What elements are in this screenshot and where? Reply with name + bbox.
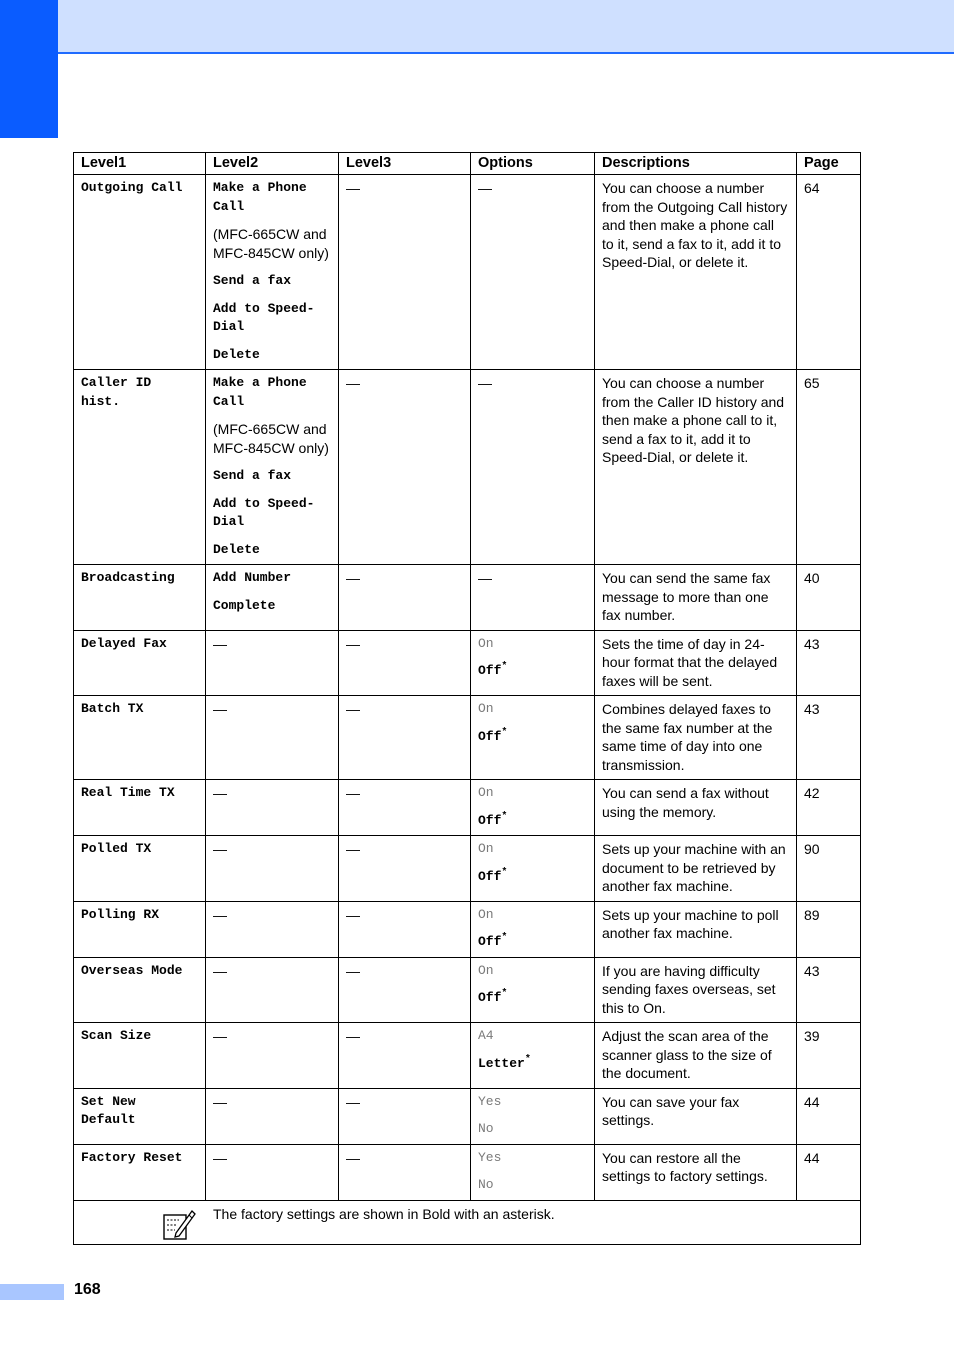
level3-cell: — — [339, 1023, 471, 1089]
options-entry — [478, 662, 587, 681]
level2-cell — [206, 1023, 339, 1089]
level2-entry — [213, 906, 331, 925]
level2-entry-text: — — [213, 701, 227, 717]
level2-entry — [213, 420, 331, 458]
level3-cell: — — [339, 696, 471, 780]
level2-entry-text: Send a fax — [213, 468, 292, 483]
page-cell: 64 — [797, 175, 861, 370]
level2-entry — [213, 840, 331, 859]
description-cell: You can send a fax without using the memory. — [595, 780, 797, 836]
options-entry — [478, 840, 587, 859]
page-cell: 44 — [797, 1144, 861, 1200]
page-cell: 90 — [797, 836, 861, 902]
table-header-row — [74, 153, 861, 175]
table-row — [74, 175, 861, 370]
options-entry-text: — — [478, 375, 492, 391]
level2-entry-text: — — [213, 841, 227, 857]
level2-entry — [213, 700, 331, 719]
settings-table — [73, 152, 861, 1245]
level2-cell — [206, 175, 339, 370]
level2-cell — [206, 1088, 339, 1144]
level3-cell: — — [339, 1088, 471, 1144]
level3-cell: — — [339, 175, 471, 370]
options-entry-text: No — [478, 1121, 494, 1136]
options-entry-text: Off — [478, 934, 502, 949]
default-asterisk: * — [501, 811, 508, 823]
options-cell — [471, 630, 595, 696]
options-entry — [478, 1176, 587, 1195]
chapter-tab — [0, 0, 58, 138]
level2-entry-text: — — [213, 1028, 227, 1044]
options-cell — [471, 901, 595, 957]
level3-cell: — — [339, 370, 471, 565]
options-entry — [478, 1149, 587, 1168]
description-cell: Adjust the scan area of the scanner glass to the size of the document. — [595, 1023, 797, 1089]
options-entry — [478, 728, 587, 747]
level2-cell — [206, 630, 339, 696]
options-entry — [478, 374, 587, 393]
table-row — [74, 780, 861, 836]
default-asterisk: * — [501, 727, 508, 739]
level2-entry-text: Delete — [213, 346, 260, 362]
description-cell: Sets up your machine with an document to be retrieved by another fax machine. — [595, 836, 797, 902]
options-entry — [478, 569, 587, 588]
table-row — [74, 901, 861, 957]
column-header-level3: Level3 — [339, 153, 471, 175]
description-cell: Sets the time of day in 24-hour format that the delayed faxes will be sent. — [595, 630, 797, 696]
options-entry — [478, 989, 587, 1008]
options-entry — [478, 906, 587, 925]
options-entry-text: On — [478, 841, 494, 856]
page-tab — [0, 1284, 64, 1300]
table-row — [74, 565, 861, 631]
options-entry-text: — — [478, 180, 492, 196]
description-cell: You can choose a number from the Caller ID history and then make a phone call to it, send a fax to it, add it to Speed-Dial, or delete it. — [595, 370, 797, 565]
level2-entry-text: Make a Phone Call — [213, 180, 307, 214]
table-row — [74, 957, 861, 1023]
options-cell — [471, 175, 595, 370]
options-entry — [478, 1120, 587, 1139]
options-entry-text: Off — [478, 663, 502, 678]
level2-entry-text: Send a fax — [213, 273, 292, 288]
options-entry-text: No — [478, 1177, 494, 1192]
options-cell — [471, 370, 595, 565]
note-pencil-icon — [162, 1207, 196, 1241]
level2-entry-text: Add to Speed-Dial — [213, 300, 315, 334]
level2-entry — [213, 272, 331, 291]
options-entry — [478, 179, 587, 198]
column-header-page: Page — [797, 153, 861, 175]
options-entry-text: Yes — [478, 1149, 502, 1165]
level2-entry-text: Add Number — [213, 570, 292, 585]
options-entry — [478, 868, 587, 887]
level1-cell: Polled TX — [74, 836, 206, 902]
description-cell: You can choose a number from the Outgoing Call history and then make a phone call to it, send a fax to it, add it to Speed-Dial, or delete it. — [595, 175, 797, 370]
table-row — [74, 1088, 861, 1144]
level2-cell — [206, 957, 339, 1023]
level2-entry-text: — — [213, 635, 227, 652]
level2-entry-text: — — [213, 785, 227, 801]
level2-entry-text: — — [213, 962, 227, 979]
options-entry-text: On — [478, 701, 494, 716]
level1-cell: Broadcasting — [74, 565, 206, 631]
description-cell: Combines delayed faxes to the same fax number at the same time of day into one transmission. — [595, 696, 797, 780]
level2-cell — [206, 696, 339, 780]
level3-cell: — — [339, 565, 471, 631]
page-cell: 44 — [797, 1088, 861, 1144]
level3-cell: — — [339, 836, 471, 902]
page-cell: 43 — [797, 957, 861, 1023]
table-body — [74, 175, 861, 1201]
column-header-level2: Level2 — [206, 153, 339, 175]
column-header-options: Options — [471, 153, 595, 175]
page-cell: 65 — [797, 370, 861, 565]
options-entry-text: Off — [478, 728, 502, 744]
options-entry — [478, 1093, 587, 1112]
level3-cell: — — [339, 901, 471, 957]
options-entry-text: On — [478, 635, 494, 651]
table-row — [74, 696, 861, 780]
level2-entry — [213, 962, 331, 981]
table-row — [74, 1023, 861, 1089]
options-entry — [478, 812, 587, 831]
default-asterisk: * — [501, 932, 508, 944]
options-entry-text: — — [478, 570, 492, 586]
level2-entry — [213, 569, 331, 588]
table-row — [74, 370, 861, 565]
table-row — [74, 1144, 861, 1200]
options-entry — [478, 784, 587, 803]
default-asterisk: * — [501, 988, 508, 1000]
options-entry — [478, 700, 587, 719]
options-entry-text: Off — [478, 868, 502, 884]
options-entry-text: Off — [478, 990, 502, 1005]
page-cell: 89 — [797, 901, 861, 957]
level1-cell: Polling RX — [74, 901, 206, 957]
level1-cell: Overseas Mode — [74, 957, 206, 1023]
level2-entry — [213, 1149, 331, 1168]
level1-cell: Set New Default — [74, 1088, 206, 1144]
level2-entry — [213, 225, 331, 263]
options-entry-text: On — [478, 785, 494, 800]
level1-cell: Caller ID hist. — [74, 370, 206, 565]
options-entry-text: A4 — [478, 1028, 494, 1043]
level2-entry-text: Delete — [213, 541, 260, 557]
level2-entry — [213, 597, 331, 616]
options-entry — [478, 1027, 587, 1046]
table-row — [74, 836, 861, 902]
level2-cell — [206, 780, 339, 836]
table-row — [74, 630, 861, 696]
options-cell — [471, 780, 595, 836]
options-entry — [478, 933, 587, 952]
column-header-descriptions: Descriptions — [595, 153, 797, 175]
level2-cell — [206, 370, 339, 565]
note-cell — [74, 1200, 861, 1244]
options-cell — [471, 696, 595, 780]
level2-entry — [213, 1027, 331, 1046]
options-cell — [471, 565, 595, 631]
page-number: 168 — [74, 1281, 101, 1298]
description-cell: Sets up your machine to poll another fax machine. — [595, 901, 797, 957]
page-cell: 42 — [797, 780, 861, 836]
level2-cell — [206, 1144, 339, 1200]
options-cell — [471, 1088, 595, 1144]
page-cell: 43 — [797, 630, 861, 696]
level3-cell: — — [339, 957, 471, 1023]
options-entry-text: Letter — [478, 1055, 525, 1071]
options-cell — [471, 1023, 595, 1089]
level1-cell: Batch TX — [74, 696, 206, 780]
options-cell — [471, 957, 595, 1023]
note-row — [74, 1200, 861, 1244]
level2-entry-text: — — [213, 1093, 227, 1110]
level3-cell: — — [339, 1144, 471, 1200]
level2-cell — [206, 565, 339, 631]
level2-entry — [213, 635, 331, 654]
options-entry-text: Off — [478, 812, 502, 828]
level1-cell: Scan Size — [74, 1023, 206, 1089]
level2-entry — [213, 1093, 331, 1112]
level2-cell — [206, 901, 339, 957]
description-cell: You can send the same fax message to more than one fax number. — [595, 565, 797, 631]
level1-cell: Delayed Fax — [74, 630, 206, 696]
options-entry — [478, 635, 587, 654]
header-band — [0, 0, 954, 54]
level2-entry-text: — — [213, 906, 227, 923]
default-asterisk: * — [524, 1054, 531, 1066]
level2-entry — [213, 784, 331, 803]
options-entry-text: Yes — [478, 1093, 502, 1109]
default-asterisk: * — [501, 661, 508, 673]
level2-entry — [213, 346, 331, 365]
page-cell: 40 — [797, 565, 861, 631]
level2-entry-text: Complete — [213, 597, 276, 613]
page-cell: 43 — [797, 696, 861, 780]
description-cell: You can restore all the settings to factory settings. — [595, 1144, 797, 1200]
level2-entry — [213, 495, 331, 532]
level2-entry-text: — — [213, 1149, 227, 1166]
default-asterisk: * — [501, 867, 508, 879]
level3-cell: — — [339, 780, 471, 836]
level2-entry — [213, 179, 331, 216]
level2-entry-text: (MFC-665CW and MFC-845CW only) — [213, 226, 329, 261]
options-cell — [471, 1144, 595, 1200]
level2-entry-text: Make a Phone Call — [213, 375, 307, 409]
level2-entry — [213, 467, 331, 486]
level1-cell: Real Time TX — [74, 780, 206, 836]
level2-entry — [213, 541, 331, 560]
description-cell: You can save your fax settings. — [595, 1088, 797, 1144]
options-entry-text: On — [478, 906, 494, 922]
level2-entry — [213, 374, 331, 411]
options-entry — [478, 962, 587, 981]
level3-cell: — — [339, 630, 471, 696]
options-cell — [471, 836, 595, 902]
level2-entry-text: (MFC-665CW and MFC-845CW only) — [213, 421, 329, 456]
level1-cell: Outgoing Call — [74, 175, 206, 370]
level1-cell: Factory Reset — [74, 1144, 206, 1200]
level2-entry — [213, 300, 331, 337]
options-entry — [478, 1055, 587, 1074]
column-header-level1: Level1 — [74, 153, 206, 175]
options-entry-text: On — [478, 962, 494, 978]
description-cell: If you are having difficulty sending faxes overseas, set this to On. — [595, 957, 797, 1023]
level2-entry-text: Add to Speed-Dial — [213, 495, 315, 529]
page-cell: 39 — [797, 1023, 861, 1089]
level2-cell — [206, 836, 339, 902]
note-text: The factory settings are shown in Bold with an asterisk. — [213, 1205, 555, 1222]
